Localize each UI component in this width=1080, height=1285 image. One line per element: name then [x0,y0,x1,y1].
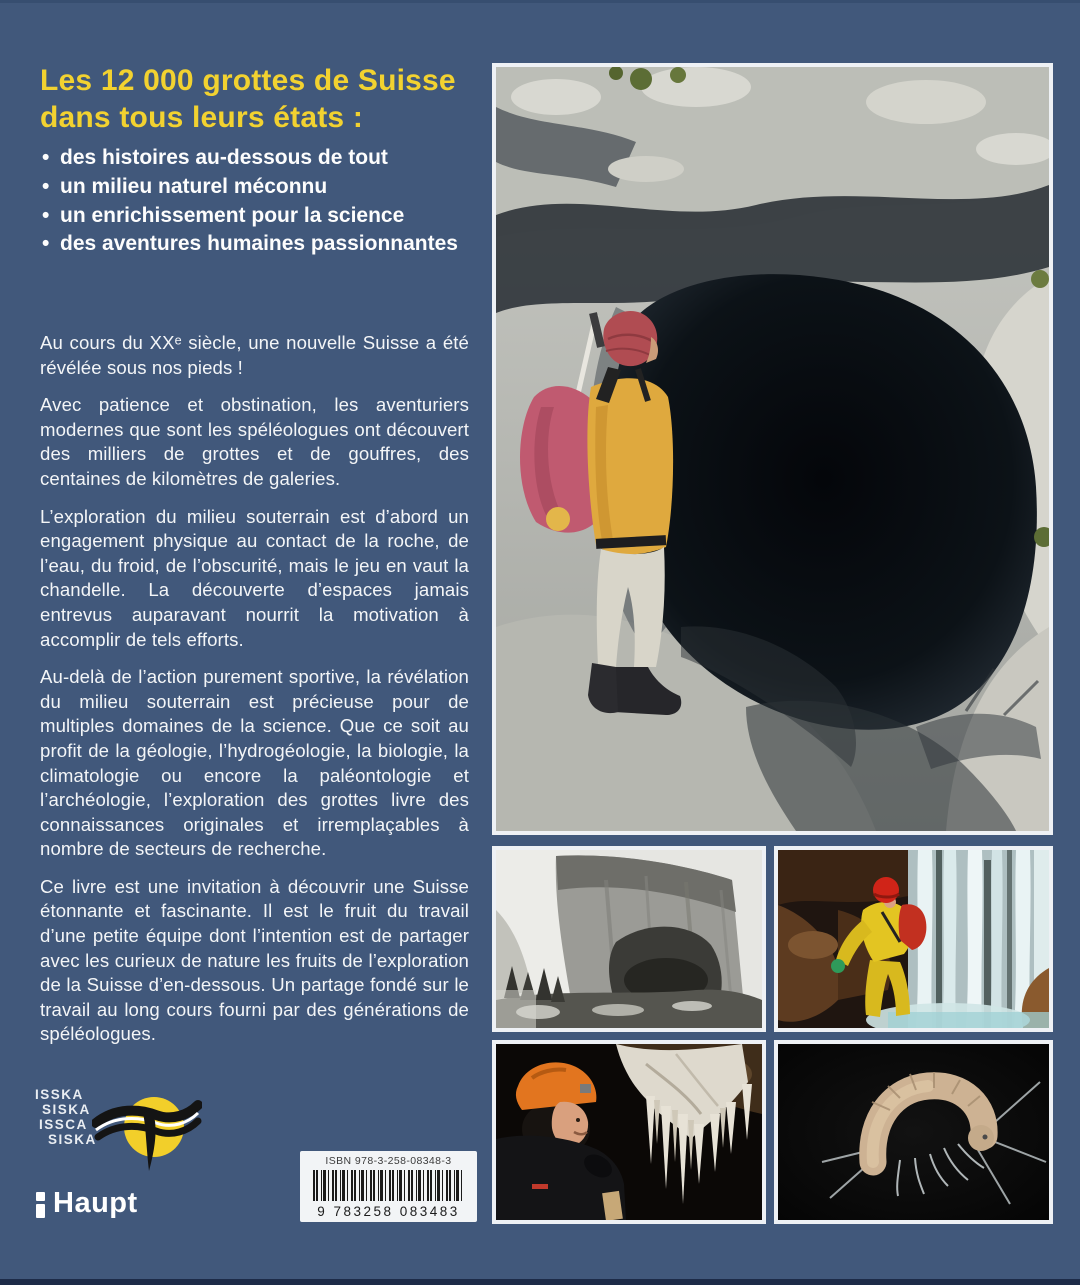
paragraph: Avec patience et obstination, les aventuriers modernes que sont les spéléologues ont découvert des milliers de grottes et de gouffres, des centaines de kilomètres de galeries. [40,394,469,489]
isska-logo-icon [92,1085,202,1175]
back-cover-title [40,62,480,136]
thumb-photo-cave-amphipod [774,1040,1053,1224]
paragraph: Au-delà de l’action purement sportive, la révélation du milieu souterrain est précieuse pour de multiples domaines de la science. Que ce soit au profit de la géologie, l’hydrogéologie, la biologie, la climatologie ou encore la paléontologie et l’archéologie, l’exploration des grottes livre des connaissances originales et irremplaçables à nombre de secteurs de recherche. [40,666,469,860]
paragraph: L’exploration du milieu souterrain est d’abord un engagement physique au contact de la roche, de l’eau, du froid, de l’obscurité, mais le jeu en vaut la chandelle. La découverte d’espaces jamais entrevus auparavant nourrit la motivation à accomplir de tels efforts. [40,505,469,650]
isska-wordmark-line: ISSKA [35,1087,84,1102]
ice-caver-illustration [496,1044,762,1220]
back-cover-text [40,331,469,1060]
thumb-photo-ice-formations [492,1040,766,1224]
bullet-item: • des aventures humaines passionnantes [40,230,480,259]
haupt-logo-icon [36,1192,45,1218]
top-edge-strip [0,0,1080,3]
paragraph: Au cours du XXᵉ siècle, une nouvelle Suisse a été révélée sous nos pieds ! [40,332,469,378]
ean-number: 9 783258 083483 [317,1204,460,1219]
isska-wordmark [35,1087,97,1147]
publisher-logo [36,1188,138,1218]
barcode-stripes [313,1170,465,1201]
title-line-1: Les 12 000 grottes de Suisse [40,64,456,97]
bullet-item: • un enrichissement pour la science [40,202,480,231]
isska-wordmark-line: SISKA [48,1132,97,1147]
barcode-panel [300,1151,477,1222]
bullet-item: • des histoires au-dessous de tout [40,144,480,173]
waterfall-caver-illustration [778,850,1049,1028]
thumb-photo-waterfall-caver [774,846,1053,1032]
amphipod-illustration [778,1044,1049,1220]
paragraph: Ce livre est une invitation à découvrir une Suisse étonnante et fascinante. Il est le fruit du travail d’une petite équipe dont l’intention est de partager avec les curieux de nature les fruits de l’exploration de la Suisse d’en-dessous. Un partage fondé sur le travail au long cours fourni par des générations de spéléologues. [40,875,469,1045]
isbn-label: ISBN 978-3-258-08348-3 [325,1155,452,1167]
title-line-2: dans tous leurs états : [40,101,364,134]
cave-entrance-illustration [496,67,1049,831]
bottom-edge-strip [0,1279,1080,1285]
isska-wordmark-line: SISKA [42,1102,91,1117]
bullet-item: • un milieu naturel méconnu [40,173,480,202]
publisher-name: Haupt [53,1187,138,1219]
main-photo-cave-entrance [492,63,1053,835]
thumb-photo-engraving [492,846,766,1032]
bullet-list [40,144,480,259]
engraving-illustration [496,850,762,1028]
isska-wordmark-line: ISSCA [39,1117,88,1132]
